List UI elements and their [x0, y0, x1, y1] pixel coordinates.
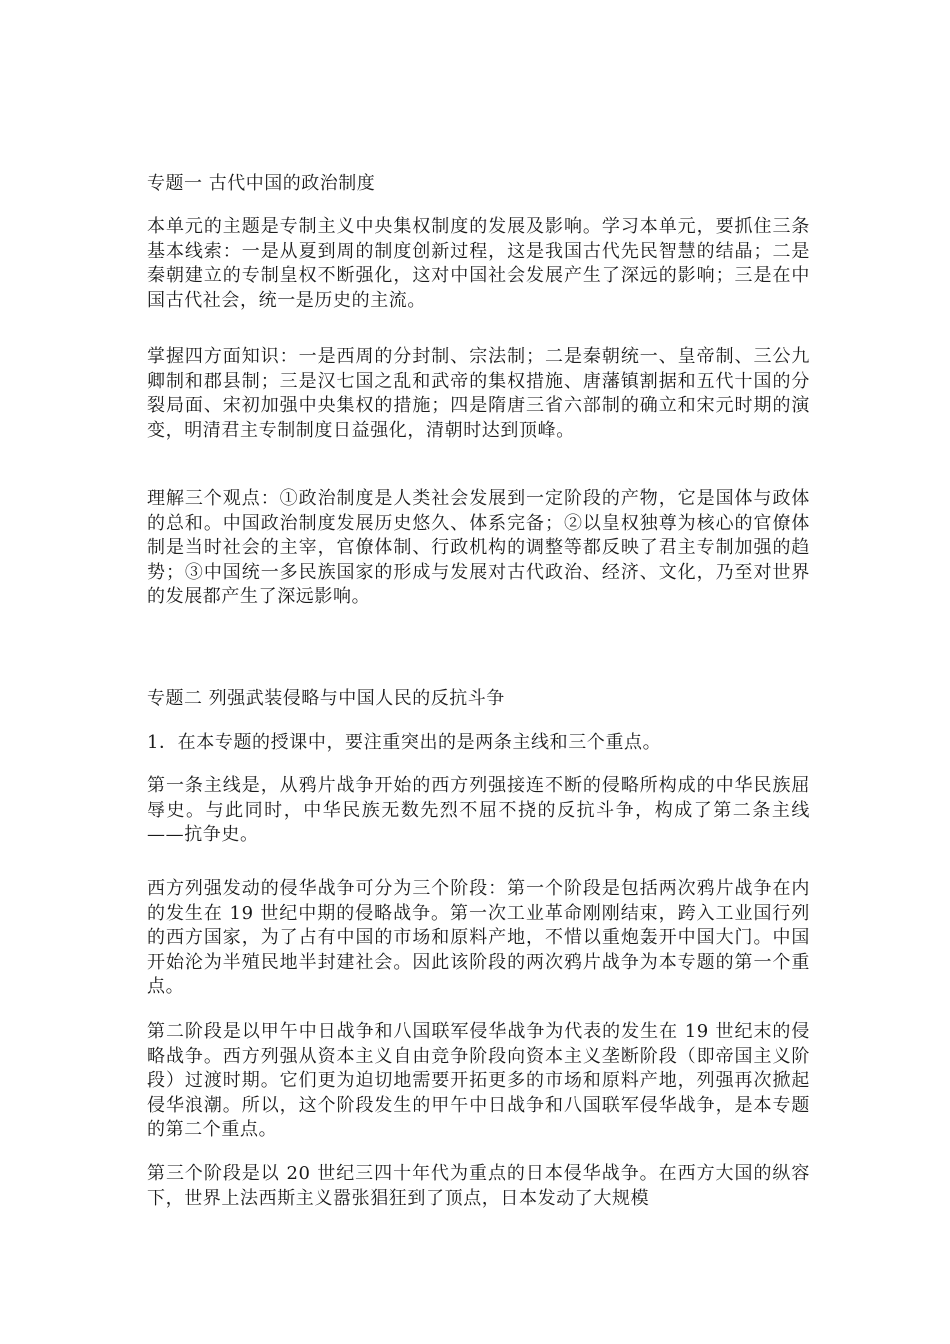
section1-paragraph-1: 本单元的主题是专制主义中央集权制度的发展及影响。学习本单元，要抓住三条基本线索：一是从夏到周的制度创新过程，这是我国古代先民智慧的结晶；二是秦朝建立的专制皇权不断强化，这对中国社会发展产生了深远的影响；三是在中国古代社会，统一是历史的主流。	[147, 216, 810, 311]
section2-paragraph-2: 第一条主线是，从鸦片战争开始的西方列强接连不断的侵略所构成的中华民族屈辱史。与此同时，中华民族无数先烈不屈不挠的反抗斗争，构成了第二条主线——抗争史。	[147, 775, 810, 845]
section1-title: 专题一 古代中国的政治制度	[147, 173, 376, 194]
section2-paragraph-4: 第二阶段是以甲午中日战争和八国联军侵华战争为代表的发生在 19 世纪末的侵略战争。西方列强从资本主义自由竞争阶段向资本主义垄断阶段（即帝国主义阶段）过渡时期。它们更为迫切地需要开拓更多的市场和原料产地，列强再次掀起侵华浪潮。所以，这个阶段发生的甲午中日战争和八国联军侵华战争，是本专题的第二个重点。	[147, 1021, 810, 1140]
section2-paragraph-3: 西方列强发动的侵华战争可分为三个阶段：第一个阶段是包括两次鸦片战争在内的发生在 19 世纪中期的侵略战争。第一次工业革命刚刚结束，跨入工业国行列的西方国家，为了占有中国的市场和原料产地，不惜以重炮轰开中国大门。中国开始沦为半殖民地半封建社会。因此该阶段的两次鸦片战争为本专题的第一个重点。	[147, 878, 810, 997]
section2-paragraph-1: 1．在本专题的授课中，要注重突出的是两条主线和三个重点。	[147, 732, 662, 753]
section1-paragraph-3: 理解三个观点：①政治制度是人类社会发展到一定阶段的产物，它是国体与政体的总和。中国政治制度发展历史悠久、体系完备；②以皇权独尊为核心的官僚体制是当时社会的主宰，官僚体制、行政机构的调整等都反映了君主专制加强的趋势；③中国统一多民族国家的形成与发展对古代政治、经济、文化，乃至对世界的发展都产生了深远影响。	[147, 488, 810, 607]
section2-title: 专题二 列强武装侵略与中国人民的反抗斗争	[147, 688, 505, 709]
section1-paragraph-2: 掌握四方面知识：一是西周的分封制、宗法制；二是秦朝统一、皇帝制、三公九卿制和郡县制；三是汉七国之乱和武帝的集权措施、唐藩镇割据和五代十国的分裂局面、宋初加强中央集权的措施；四是隋唐三省六部制的确立和宋元时期的演变，明清君主专制制度日益强化，清朝时达到顶峰。	[147, 346, 810, 441]
section2-paragraph-5: 第三个阶段是以 20 世纪三四十年代为重点的日本侵华战争。在西方大国的纵容下，世界上法西斯主义嚣张猖狂到了顶点，日本发动了大规模	[147, 1163, 810, 1209]
